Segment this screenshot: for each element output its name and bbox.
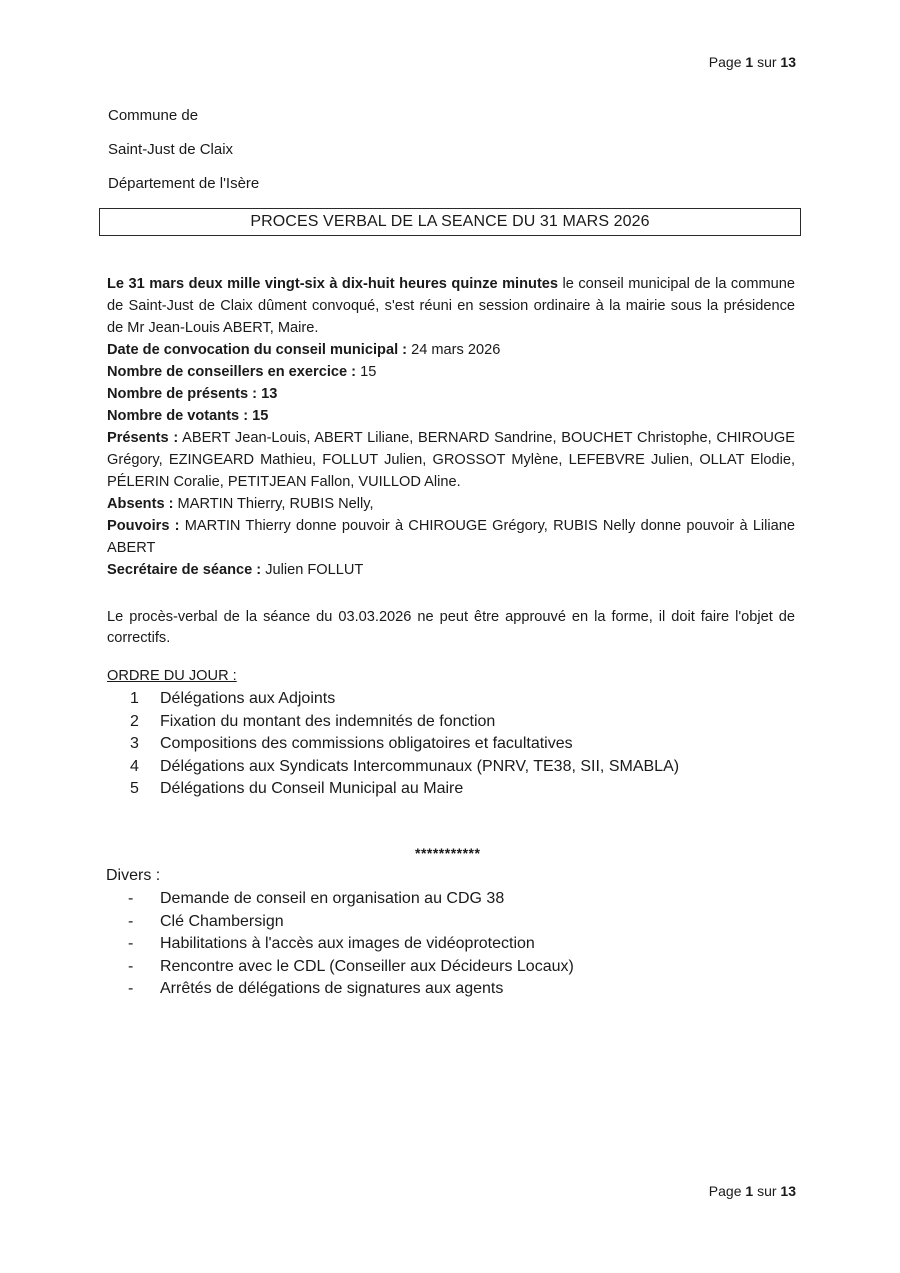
intro-rest: le conseil municipal de la commune de Saint-Just de Claix dûment convoqué, s'est réuni en session ordinaire à la mairie sous la présidence de Mr Jean-Louis ABERT, Maire. bbox=[107, 276, 795, 336]
agenda-item bbox=[130, 756, 679, 779]
page-sep: sur bbox=[757, 1183, 777, 1199]
agenda-num: 1 bbox=[130, 690, 139, 707]
ordre-du-jour-list bbox=[130, 688, 679, 801]
convocation-label: Date de convocation du conseil municipal : bbox=[107, 342, 408, 358]
presents-value: ABERT Jean-Louis, ABERT Liliane, BERNARD Sandrine, BOUCHET Christophe, CHIROUGE Grégory, EZINGEARD Mathieu, FOLLUT Julien, GROSSOT Mylène, LEFEBVRE Julien, OLLAT Elodie, PÉLERIN Coralie, PETITJEAN Fallon, VUILLOD Aline. bbox=[107, 430, 795, 490]
divers-text: Clé Chambersign bbox=[160, 912, 284, 930]
divers-dash: - bbox=[128, 980, 134, 997]
absents-value: MARTIN Thierry, RUBIS Nelly, bbox=[173, 496, 374, 512]
divers-dash: - bbox=[128, 957, 134, 975]
section-separator: *********** bbox=[415, 845, 481, 861]
agenda-item bbox=[130, 711, 679, 734]
divers-dash: - bbox=[128, 890, 134, 907]
votants-count: Nombre de votants : 15 bbox=[107, 408, 269, 424]
exercice-label: Nombre de conseillers en exercice : bbox=[107, 364, 357, 380]
agenda-item bbox=[130, 733, 679, 756]
intro-paragraph bbox=[107, 273, 795, 339]
divers-item bbox=[128, 978, 574, 1001]
approval-paragraph: Le procès-verbal de la séance du 03.03.2026 ne peut être approuvé en la forme, il doit faire l'objet de correctifs. bbox=[107, 609, 795, 646]
page-total: 13 bbox=[780, 1183, 796, 1199]
agenda-text: Délégations du Conseil Municipal au Maire bbox=[160, 780, 464, 797]
commune-header bbox=[108, 107, 259, 209]
presents-count: Nombre de présents : 13 bbox=[107, 386, 278, 402]
divers-text: Demande de conseil en organisation au CDG 38 bbox=[160, 890, 505, 907]
divers-text: Arrêtés de délégations de signatures aux agents bbox=[160, 980, 504, 997]
pouvoirs-value: MARTIN Thierry donne pouvoir à CHIROUGE Grégory, RUBIS Nelly donne pouvoir à Liliane ABERT bbox=[107, 518, 796, 556]
page-total: 13 bbox=[780, 54, 796, 70]
divers-text: Rencontre avec le CDL (Conseiller aux Décideurs Locaux) bbox=[160, 957, 574, 975]
agenda-text: Délégations aux Syndicats Intercommunaux (PNRV, TE38, SII, SMABLA) bbox=[160, 757, 680, 775]
document-title: PROCES VERBAL DE LA SEANCE DU 31 MARS 2026 bbox=[99, 208, 801, 236]
divers-dash: - bbox=[128, 935, 134, 952]
page-prefix: Page bbox=[708, 54, 742, 70]
agenda-num: 2 bbox=[130, 712, 139, 730]
absents-label: Absents : bbox=[107, 496, 174, 512]
agenda-num: 4 bbox=[130, 757, 139, 775]
divers-item bbox=[128, 911, 574, 934]
divers-list bbox=[128, 888, 574, 1001]
agenda-text: Délégations aux Adjoints bbox=[160, 690, 336, 707]
header-line-3: Département de l'Isère bbox=[108, 175, 260, 192]
header-line-1: Commune de bbox=[108, 107, 199, 124]
presents-line bbox=[107, 427, 795, 493]
divers-text: Habilitations à l'accès aux images de vidéoprotection bbox=[160, 935, 535, 952]
agenda-text: Fixation du montant des indemnités de fonction bbox=[160, 712, 496, 730]
page-sep: sur bbox=[757, 54, 777, 70]
ordre-du-jour-title: ORDRE DU JOUR : bbox=[107, 668, 237, 684]
divers-item bbox=[128, 888, 574, 911]
exercice-line bbox=[107, 361, 795, 383]
convocation-line bbox=[107, 339, 795, 361]
pouvoirs-label: Pouvoirs : bbox=[107, 518, 180, 534]
agenda-num: 3 bbox=[130, 735, 139, 752]
session-details bbox=[107, 273, 795, 581]
page-current: 1 bbox=[745, 1183, 754, 1199]
page-prefix: Page bbox=[708, 1183, 742, 1199]
page-current: 1 bbox=[745, 54, 754, 70]
header-line-2: Saint-Just de Claix bbox=[108, 141, 234, 158]
page-indicator-bottom bbox=[709, 1183, 796, 1199]
agenda-num: 5 bbox=[130, 780, 139, 797]
convocation-value: 24 mars 2026 bbox=[407, 342, 501, 358]
pouvoirs-line bbox=[107, 515, 795, 559]
presents-label: Présents : bbox=[107, 430, 179, 446]
agenda-text: Compositions des commissions obligatoires et facultatives bbox=[160, 735, 573, 752]
divers-item bbox=[128, 933, 574, 956]
absents-line bbox=[107, 493, 795, 515]
exercice-value: 15 bbox=[356, 364, 377, 380]
divers-item bbox=[128, 956, 574, 979]
divers-title: Divers : bbox=[106, 867, 161, 884]
secretaire-label: Secrétaire de séance : bbox=[107, 562, 262, 578]
secretaire-value: Julien FOLLUT bbox=[261, 562, 364, 578]
agenda-item bbox=[130, 688, 679, 711]
page-indicator-top bbox=[709, 54, 796, 70]
agenda-item bbox=[130, 778, 679, 801]
intro-date: Le 31 mars deux mille vingt-six à dix-huit heures quinze minutes bbox=[107, 276, 559, 292]
divers-dash: - bbox=[128, 912, 134, 930]
secretaire-line bbox=[107, 559, 795, 581]
